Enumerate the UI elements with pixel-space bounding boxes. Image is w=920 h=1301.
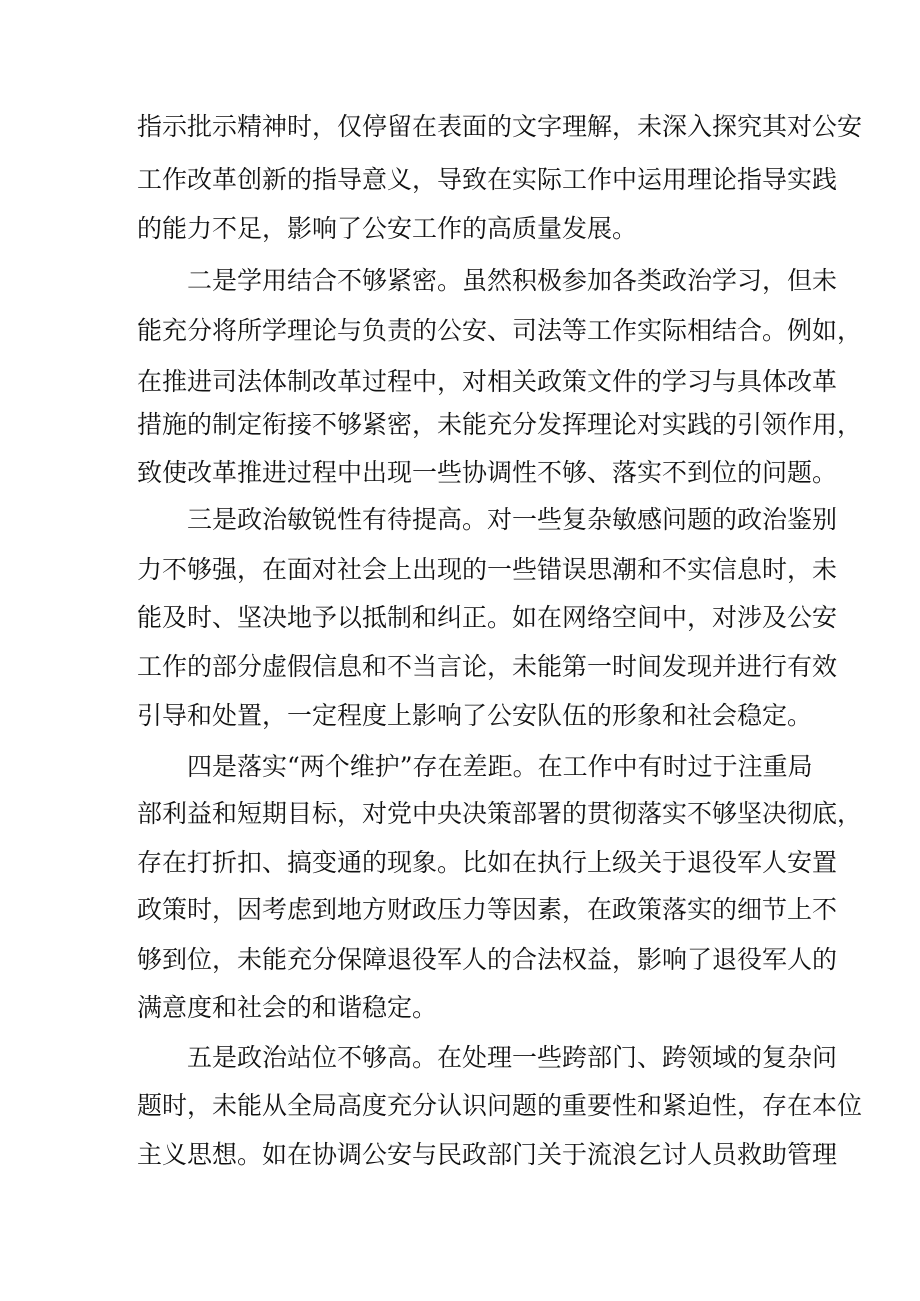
text-line: 存在打折扣、搞变通的现象。比如在执行上级关于退役军人安置 [137,848,838,877]
text-line: 在推进司法体制改革过程中，对相关政策文件的学习与具体改革 [137,367,838,396]
text-line: 措施的制定衔接不够紧密，未能充分发挥理论对实践的引领作用， [137,410,863,439]
text-line: 能及时、坚决地予以抵制和纠正。如在网络空间中，对涉及公安 [137,603,838,632]
paragraph-start-line: 三是政治敏锐性有待提高。对一些复杂敏感问题的政治鉴别 [187,505,838,534]
text-line: 满意度和社会的和谐稳定。 [137,993,438,1022]
text-line: 工作改革创新的指导意义，导致在实际工作中运用理论指导实践 [137,165,838,194]
text-line: 部利益和短期目标，对党中央决策部署的贯彻落实不够坚决彻底， [137,799,863,828]
text-line: 指示批示精神时，仅停留在表面的文字理解，未深入探究其对公安 [137,112,863,141]
text-line: 力不够强，在面对社会上出现的一些错误思潮和不实信息时，未 [137,555,838,584]
paragraph-start-line: 四是落实“两个维护”存在差距。在工作中有时过于注重局 [187,752,813,781]
text-line: 题时，未能从全局高度充分认识问题的重要性和紧迫性，存在本位 [137,1091,863,1120]
text-line: 政策时，因考虑到地方财政压力等因素，在政策落实的细节上不 [137,895,838,924]
text-line: 的能力不足，影响了公安工作的高质量发展。 [137,214,638,243]
text-line: 能充分将所学理论与负责的公安、司法等工作实际相结合。例如， [137,316,863,345]
paragraph-start-line: 五是政治站位不够高。在处理一些跨部门、跨领域的复杂问 [187,1043,838,1072]
text-line: 工作的部分虚假信息和不当言论，未能第一时间发现并进行有效 [137,652,838,681]
text-line: 致使改革推进过程中出现一些协调性不够、落实不到位的问题。 [137,458,838,487]
text-line: 引导和处置，一定程度上影响了公安队伍的形象和社会稳定。 [137,701,813,730]
paragraph-start-line: 二是学用结合不够紧密。虽然积极参加各类政治学习，但未 [187,266,838,295]
text-line: 够到位，未能充分保障退役军人的合法权益，影响了退役军人的 [137,945,838,974]
text-line: 主义思想。如在协调公安与民政部门关于流浪乞讨人员救助管理 [137,1140,838,1169]
